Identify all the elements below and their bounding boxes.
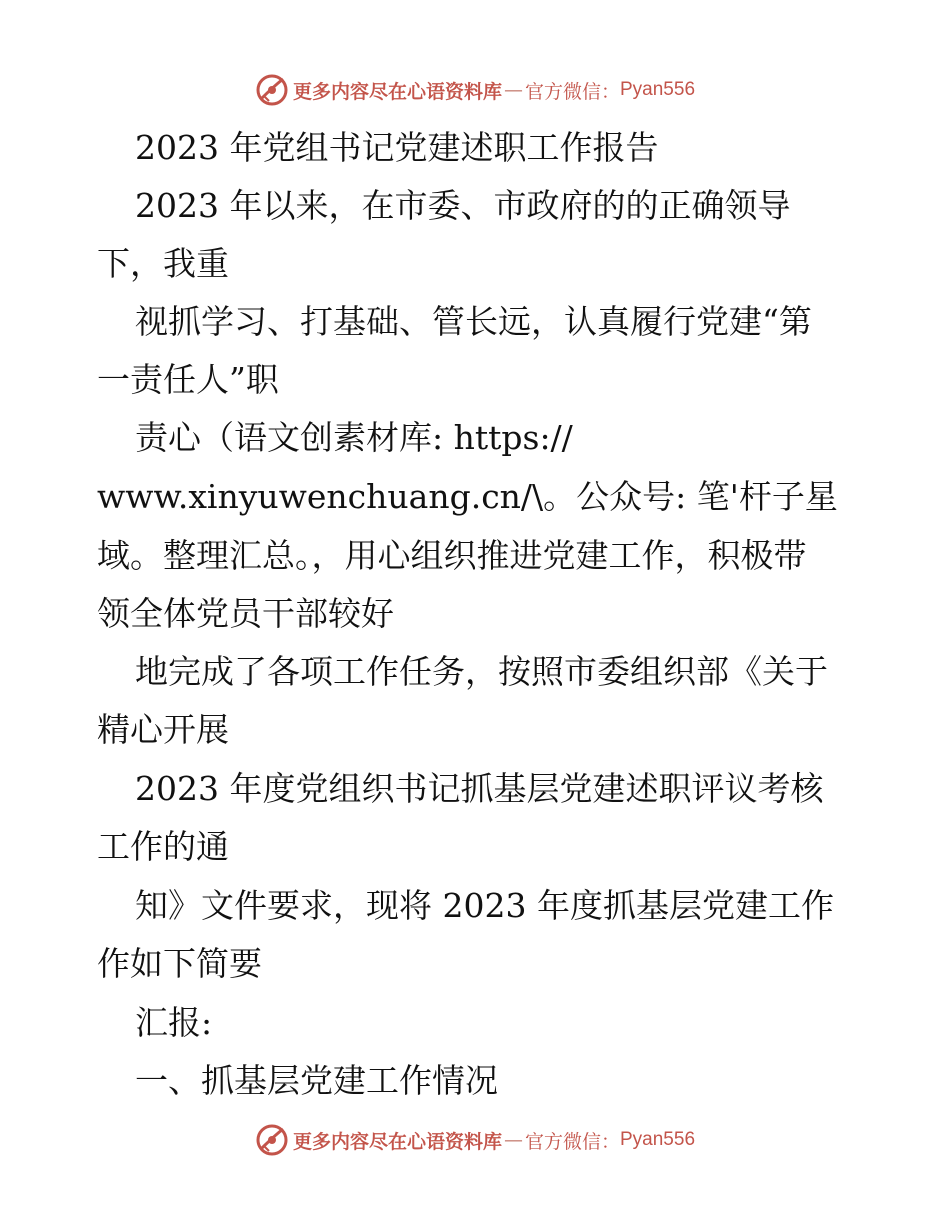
footer-wechat-label: 官方微信： (524, 1130, 620, 1153)
footer-dash: — (503, 1129, 523, 1151)
section-heading: 一、抓基层党建工作情况 (135, 1061, 498, 1100)
footer-banner (0, 1120, 950, 1160)
paragraph-line: 下，我重 (97, 244, 229, 283)
paragraph-line: 域。整理汇总。，用心组织推进党建工作，积极带 (97, 536, 807, 575)
header-wechat-handle: Pyan556 (620, 79, 696, 100)
paragraph-line: 工作的通 (97, 827, 229, 866)
document-title: 2023 年党组书记党建述职工作报告 (135, 128, 659, 167)
paragraph-line: 地完成了各项工作任务，按照市委组织部《关于 (135, 652, 828, 691)
paragraph-line: 2023 年度党组织书记抓基层党建述职评议考核 (135, 769, 824, 808)
footer-promo-text: 更多内容尽在心语资料库 (292, 1130, 502, 1153)
paragraph-line: www.xinyuwenchuang.cn/\。公众号: 笔'杆子星 (97, 477, 838, 516)
paragraph-line: 视抓学习、打基础、管长远，认真履行党建“第 (135, 302, 812, 341)
header-promo-text: 更多内容尽在心语资料库 (292, 80, 502, 103)
paragraph-line: 汇报: (135, 1003, 213, 1042)
paragraph-line: 责心（语文创素材库: https:// (135, 418, 573, 457)
header-wechat-label: 官方微信： (524, 80, 620, 103)
header-dash: — (503, 79, 523, 101)
paragraph-line: 知》文件要求，现将 2023 年度抓基层党建工作 (135, 886, 834, 925)
paragraph-line: 作如下简要 (97, 944, 262, 983)
pen-logo-icon (255, 1123, 289, 1157)
paragraph-line: 领全体党员干部较好 (97, 594, 394, 633)
paragraph-line: 2023 年以来，在市委、市政府的的正确领导 (135, 186, 791, 225)
paragraph-line: 一责任人”职 (97, 360, 279, 399)
paragraph-line: 精心开展 (97, 710, 229, 749)
header-banner (0, 70, 950, 110)
pen-logo-icon (255, 73, 289, 107)
footer-wechat-handle: Pyan556 (620, 1129, 696, 1150)
